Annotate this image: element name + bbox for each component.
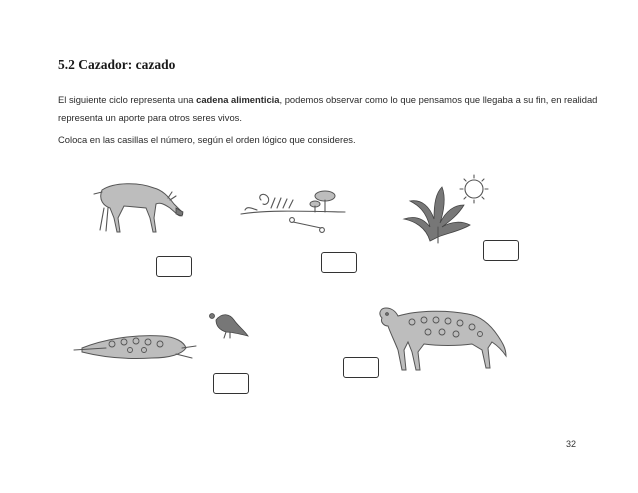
- instruction-paragraph: Coloca en las casillas el número, según el orden lógico que consideres.: [58, 134, 356, 145]
- intro-text-start: El siguiente ciclo representa una: [58, 94, 197, 105]
- plant-sun-icon: [396, 171, 496, 247]
- jaguar-icon: [368, 296, 508, 374]
- intro-paragraph: [58, 91, 598, 127]
- answer-box-jaguar[interactable]: [343, 357, 379, 378]
- page-number: 32: [566, 439, 577, 449]
- decomposing-remains-icon: [237, 186, 349, 236]
- deer-grazing-icon: [84, 168, 194, 238]
- answer-box-deer[interactable]: [156, 256, 192, 277]
- intro-text-end: , podemos observar como lo que pensamos que llegaba a su fin, en realidad representa un aporte para otros seres vivos.: [58, 94, 598, 123]
- carcass-vulture-icon: [72, 304, 252, 366]
- section-heading: 5.2 Cazador: cazado: [58, 57, 176, 72]
- intro-bold-term: cadena alimenticia: [196, 94, 280, 105]
- answer-box-plant[interactable]: [483, 240, 519, 261]
- answer-box-dead-jaguar[interactable]: [213, 373, 249, 394]
- answer-box-bones[interactable]: [321, 252, 357, 273]
